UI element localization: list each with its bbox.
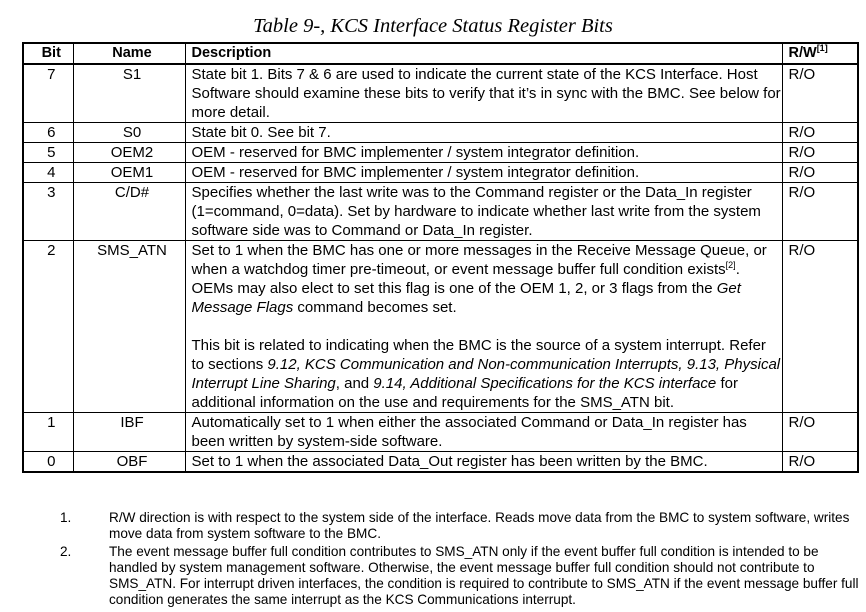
name-cell: OBF [73, 452, 185, 473]
desc-text: Set to 1 when the BMC has one or more messages in the Receive Message Queue, or when a watchdog timer pre-timeout, or event message buffer full condition exists [191, 242, 767, 278]
table-row [23, 241, 858, 413]
name-cell: IBF [73, 413, 185, 452]
desc-text: , and [335, 375, 374, 392]
footnote-number: 1. [60, 510, 72, 525]
name-cell: OEM1 [73, 163, 185, 183]
desc-text: command becomes set. [293, 299, 457, 316]
table-row [23, 64, 858, 123]
sms-atn-paragraph-2 [192, 336, 782, 412]
table-row [23, 413, 858, 452]
description-cell: OEM - reserved for BMC implementer / system integrator definition. [185, 143, 782, 163]
rw-cell: R/O [782, 143, 858, 163]
desc-text: This bit is related to indicating when the BMC is the source of a system interrupt. Refer to sections [191, 337, 766, 373]
header-rw-label: R/W [788, 45, 817, 61]
bit-cell: 4 [23, 163, 73, 183]
rw-cell: R/O [782, 241, 858, 413]
paragraph-gap [192, 317, 782, 336]
footnote-text: The event message buffer full condition contributes to SMS_ATN only if the event buffer full condition is intended to be handled by system management software. Otherwise, the event message buffer full condition should not contribute to SMS_ATN. For interrupt driven interfaces, the condition is required to contribute to SMS_ATN if the event message buffer full condition generates the same interrupt as the KCS Communications interrupt. [109, 544, 859, 607]
desc-text: . OEMs may also elect to set this flag is one of the OEM 1, 2, or 3 flags from the [191, 261, 740, 297]
rw-cell: R/O [782, 163, 858, 183]
description-cell: Automatically set to 1 when either the associated Command or Data_In register has been written by system-side software. [185, 413, 782, 452]
table-title: Table 9-, KCS Interface Status Register Bits [253, 15, 613, 37]
table-row [23, 143, 858, 163]
table-footnotes [22, 510, 862, 608]
table-row [23, 183, 858, 241]
name-cell: S1 [73, 64, 185, 123]
name-cell: SMS_ATN [73, 241, 185, 413]
name-cell: C/D# [73, 183, 185, 241]
bit-cell: 0 [23, 452, 73, 473]
table-row [23, 452, 858, 473]
status-register-table [22, 42, 859, 473]
table-row [23, 163, 858, 183]
header-rw [782, 43, 858, 64]
description-cell [185, 241, 782, 413]
rw-cell: R/O [782, 183, 858, 241]
rw-cell: R/O [782, 413, 858, 452]
table-header-row [23, 43, 858, 64]
rw-cell: R/O [782, 64, 858, 123]
header-bit: Bit [23, 43, 73, 64]
header-rw-footnote-ref: [1] [816, 43, 828, 54]
bit-cell: 3 [23, 183, 73, 241]
command-name: Get Message Flags [191, 280, 741, 316]
footnote-text: R/W direction is with respect to the system side of the interface. Reads move data from the BMC to system software, writes move data from system software to the BMC. [109, 510, 850, 541]
footnote-1 [22, 510, 862, 542]
table-row [23, 123, 858, 143]
bit-cell: 5 [23, 143, 73, 163]
section-reference: 9.12, KCS Communication and Non-communication Interrupts, 9.13, Physical Interrupt Line Sharing [191, 356, 781, 392]
bit-cell: 6 [23, 123, 73, 143]
desc-text: for additional information on the use and requirements for the SMS_ATN bit. [191, 375, 738, 411]
name-cell: S0 [73, 123, 185, 143]
header-name: Name [73, 43, 185, 64]
description-cell: Specifies whether the last write was to the Command register or the Data_In register (1=command, 0=data). Set by hardware to indicate whether last write from the system software side was to Command or Data_In register. [185, 183, 782, 241]
name-cell: OEM2 [73, 143, 185, 163]
sms-atn-paragraph-1 [192, 241, 782, 317]
section-reference: 9.14, Additional Specifications for the KCS interface [373, 375, 717, 392]
description-cell: OEM - reserved for BMC implementer / system integrator definition. [185, 163, 782, 183]
bit-cell: 7 [23, 64, 73, 123]
rw-cell: R/O [782, 452, 858, 473]
description-cell: Set to 1 when the associated Data_Out register has been written by the BMC. [185, 452, 782, 473]
footnote-ref: [2] [725, 260, 736, 270]
rw-cell: R/O [782, 123, 858, 143]
header-description: Description [185, 43, 782, 64]
description-cell: State bit 1. Bits 7 & 6 are used to indicate the current state of the KCS Interface. Host Software should examine these bits to verify that it’s in sync with the BMC. See below for more detail. [185, 64, 782, 123]
bit-cell: 2 [23, 241, 73, 413]
footnote-2 [22, 544, 862, 608]
bit-cell: 1 [23, 413, 73, 452]
description-cell: State bit 0. See bit 7. [185, 123, 782, 143]
footnote-number: 2. [60, 544, 72, 559]
